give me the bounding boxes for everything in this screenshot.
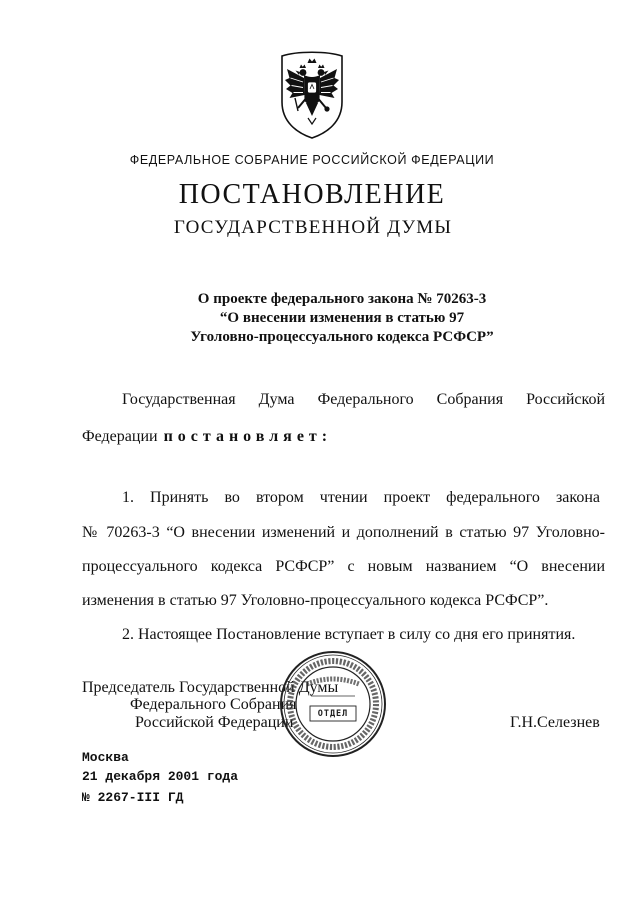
title-line-1: О проекте федерального закона № 70263-3	[197, 291, 487, 307]
preamble-line-1: Государственная Дума Федерального Собрания Российской	[122, 391, 605, 408]
signatory-title-line-1: Председатель Государственной Думы	[82, 679, 339, 696]
document-number: № 2267-III ГД	[82, 790, 184, 805]
signatory-title-line-3: Российской Федерации	[135, 714, 294, 731]
city-label: Москва	[82, 750, 129, 765]
clause-1-line-2: № 70263-3 “О внесении изменений и дополнений в статью 97 Уголовно-	[82, 524, 605, 541]
clause-1-line-1: 1. Принять во втором чтении проект федерального закона	[122, 489, 600, 506]
document-type-heading: ПОСТАНОВЛЕНИЕ	[178, 179, 446, 210]
preamble-text: Федерации	[82, 428, 158, 445]
title-line-2: “О внесении изменения в статью 97	[219, 310, 465, 326]
signatory-title-line-2: Федерального Собрания	[130, 696, 297, 713]
preamble-line-2	[82, 427, 332, 447]
assembly-heading: ФЕДЕРАЛЬНОЕ СОБРАНИЕ РОССИЙСКОЙ ФЕДЕРАЦИИ	[129, 153, 495, 167]
seal-center-label: ОТДЕЛ	[317, 709, 349, 719]
chamber-heading: ГОСУДАРСТВЕННОЙ ДУМЫ	[173, 217, 453, 238]
clause-2-line-1: 2. Настоящее Постановление вступает в силу со дня его принятия.	[122, 626, 576, 643]
date-label: 21 декабря 2001 года	[82, 769, 239, 784]
resolves-word: постановляет:	[163, 428, 333, 445]
clause-1-line-4: изменения в статью 97 Уголовно-процессуального кодекса РСФСР”.	[82, 592, 549, 609]
signatory-name: Г.Н.Селезнев	[510, 714, 600, 731]
round-seal-icon	[277, 648, 389, 760]
coat-of-arms-icon	[277, 48, 347, 140]
title-line-3: Уголовно-процессуального кодекса РСФСР”	[190, 329, 494, 345]
clause-1-line-3: процессуального кодекса РСФСР” с новым названием “О внесении	[82, 558, 605, 575]
